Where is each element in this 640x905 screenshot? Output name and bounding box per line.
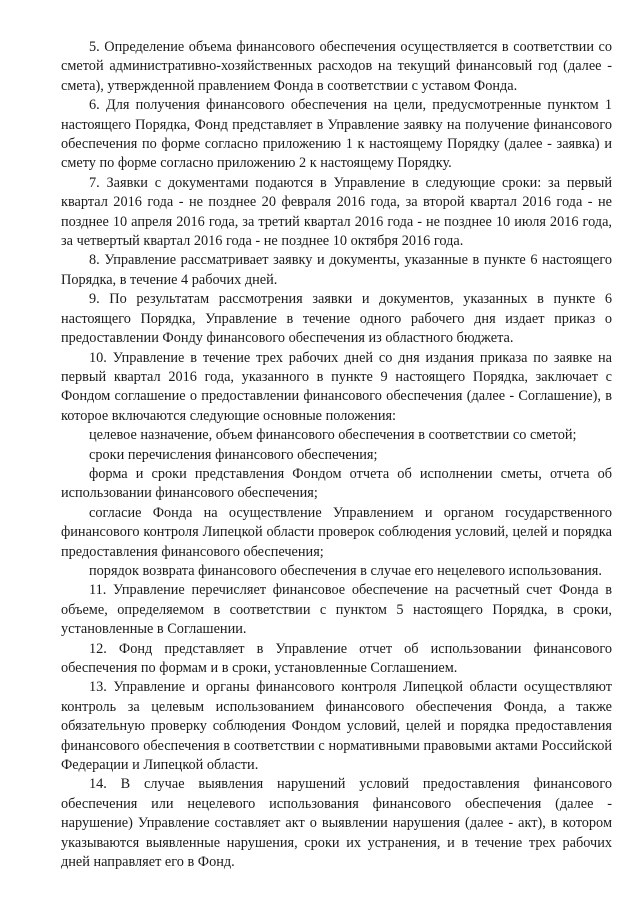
paragraph-subitem-report-form: форма и сроки представления Фондом отчета об исполнении сметы, отчета об использовании финансового обеспечения; [61, 465, 612, 502]
paragraph-item-6: 6. Для получения финансового обеспечения на цели, предусмотренные пунктом 1 настоящего Порядка, Фонд представляет в Управление заявку на получение финансового обеспечения по форме согласно приложению 1 к настоящему Порядку (далее - заявка) и смету по форме согласно приложению 2 к настоящему Порядку. [61, 97, 612, 172]
paragraph-item-12: 12. Фонд представляет в Управление отчет об использовании финансового обеспечения по формам и в сроки, установленные Соглашением. [61, 640, 612, 676]
paragraph-item-11: 11. Управление перечисляет финансовое обеспечение на расчетный счет Фонда в объеме, определяемом в соответствии с пунктом 5 настоящего Порядка, в сроки, установленные в Соглашении. [61, 582, 612, 638]
paragraph-item-5: 5. Определение объема финансового обеспечения осуществляется в соответствии со сметой административно-хозяйственных расходов на текущий финансовый год (далее - смета), утвержденной правлением Фонда в соответствии с уставом Фонда. [61, 39, 612, 94]
paragraph-item-14: 14. В случае выявления нарушений условий предоставления финансового обеспечения или нецелевого использования финансового обеспечения (далее - нарушение) Управление составляет акт о выявлении нарушения (далее - акт), в котором указываются выявленные нарушения, сроки их устранения, и в течение трех рабочих дней направляет его в Фонд. [61, 776, 612, 871]
paragraph-item-13: 13. Управление и органы финансового контроля Липецкой области осуществляют контроль за целевым использованием финансового обеспечения Фонда, а также обязательную проверку соблюдения Фондом условий, целей и порядка предоставления финансового обеспечения в соответствии с нормативными правовыми актами Российской Федерации и Липецкой области. [61, 679, 612, 774]
paragraph-item-10: 10. Управление в течение трех рабочих дней со дня издания приказа по заявке на первый квартал 2016 года, указанного в пункте 9 настоящего Порядка, заключает с Фондом соглашение о предоставлении финансового обеспечения (далее - Соглашение), в которое включаются следующие основные положения: [61, 349, 612, 424]
paragraph-item-9: 9. По результатам рассмотрения заявки и документов, указанных в пункте 6 настоящего Порядка, Управление в течение одного рабочего дня издает приказ о предоставлении Фонду финансового обеспечения из областного бюджета. [61, 291, 612, 347]
paragraph-subitem-refund-procedure: порядок возврата финансового обеспечения в случае его нецелевого использования. [89, 562, 602, 579]
paragraph-item-8: 8. Управление рассматривает заявку и документы, указанные в пункте 6 настоящего Порядка, в течение 4 рабочих дней. [61, 252, 612, 288]
paragraph-subitem-transfer-terms: сроки перечисления финансового обеспечения; [89, 446, 378, 463]
paragraph-subitem-purpose: целевое назначение, объем финансового обеспечения в соответствии со сметой; [89, 427, 577, 444]
paragraph-subitem-audit-consent: согласие Фонда на осуществление Управлением и органом государственного финансового контроля Липецкой области проверок соблюдения условий, целей и порядка предоставления финансового обеспечения; [61, 504, 612, 560]
document-body [61, 38, 612, 872]
paragraph-item-7: 7. Заявки с документами подаются в Управление в следующие сроки: за первый квартал 2016 года - не позднее 20 февраля 2016 года, за второй квартал 2016 года - не позднее 10 апреля 2016 года, за третий квартал 2016 года - не позднее 10 июля 2016 года, за четвертый квартал 2016 года - не позднее 10 октября 2016 года. [61, 174, 612, 250]
